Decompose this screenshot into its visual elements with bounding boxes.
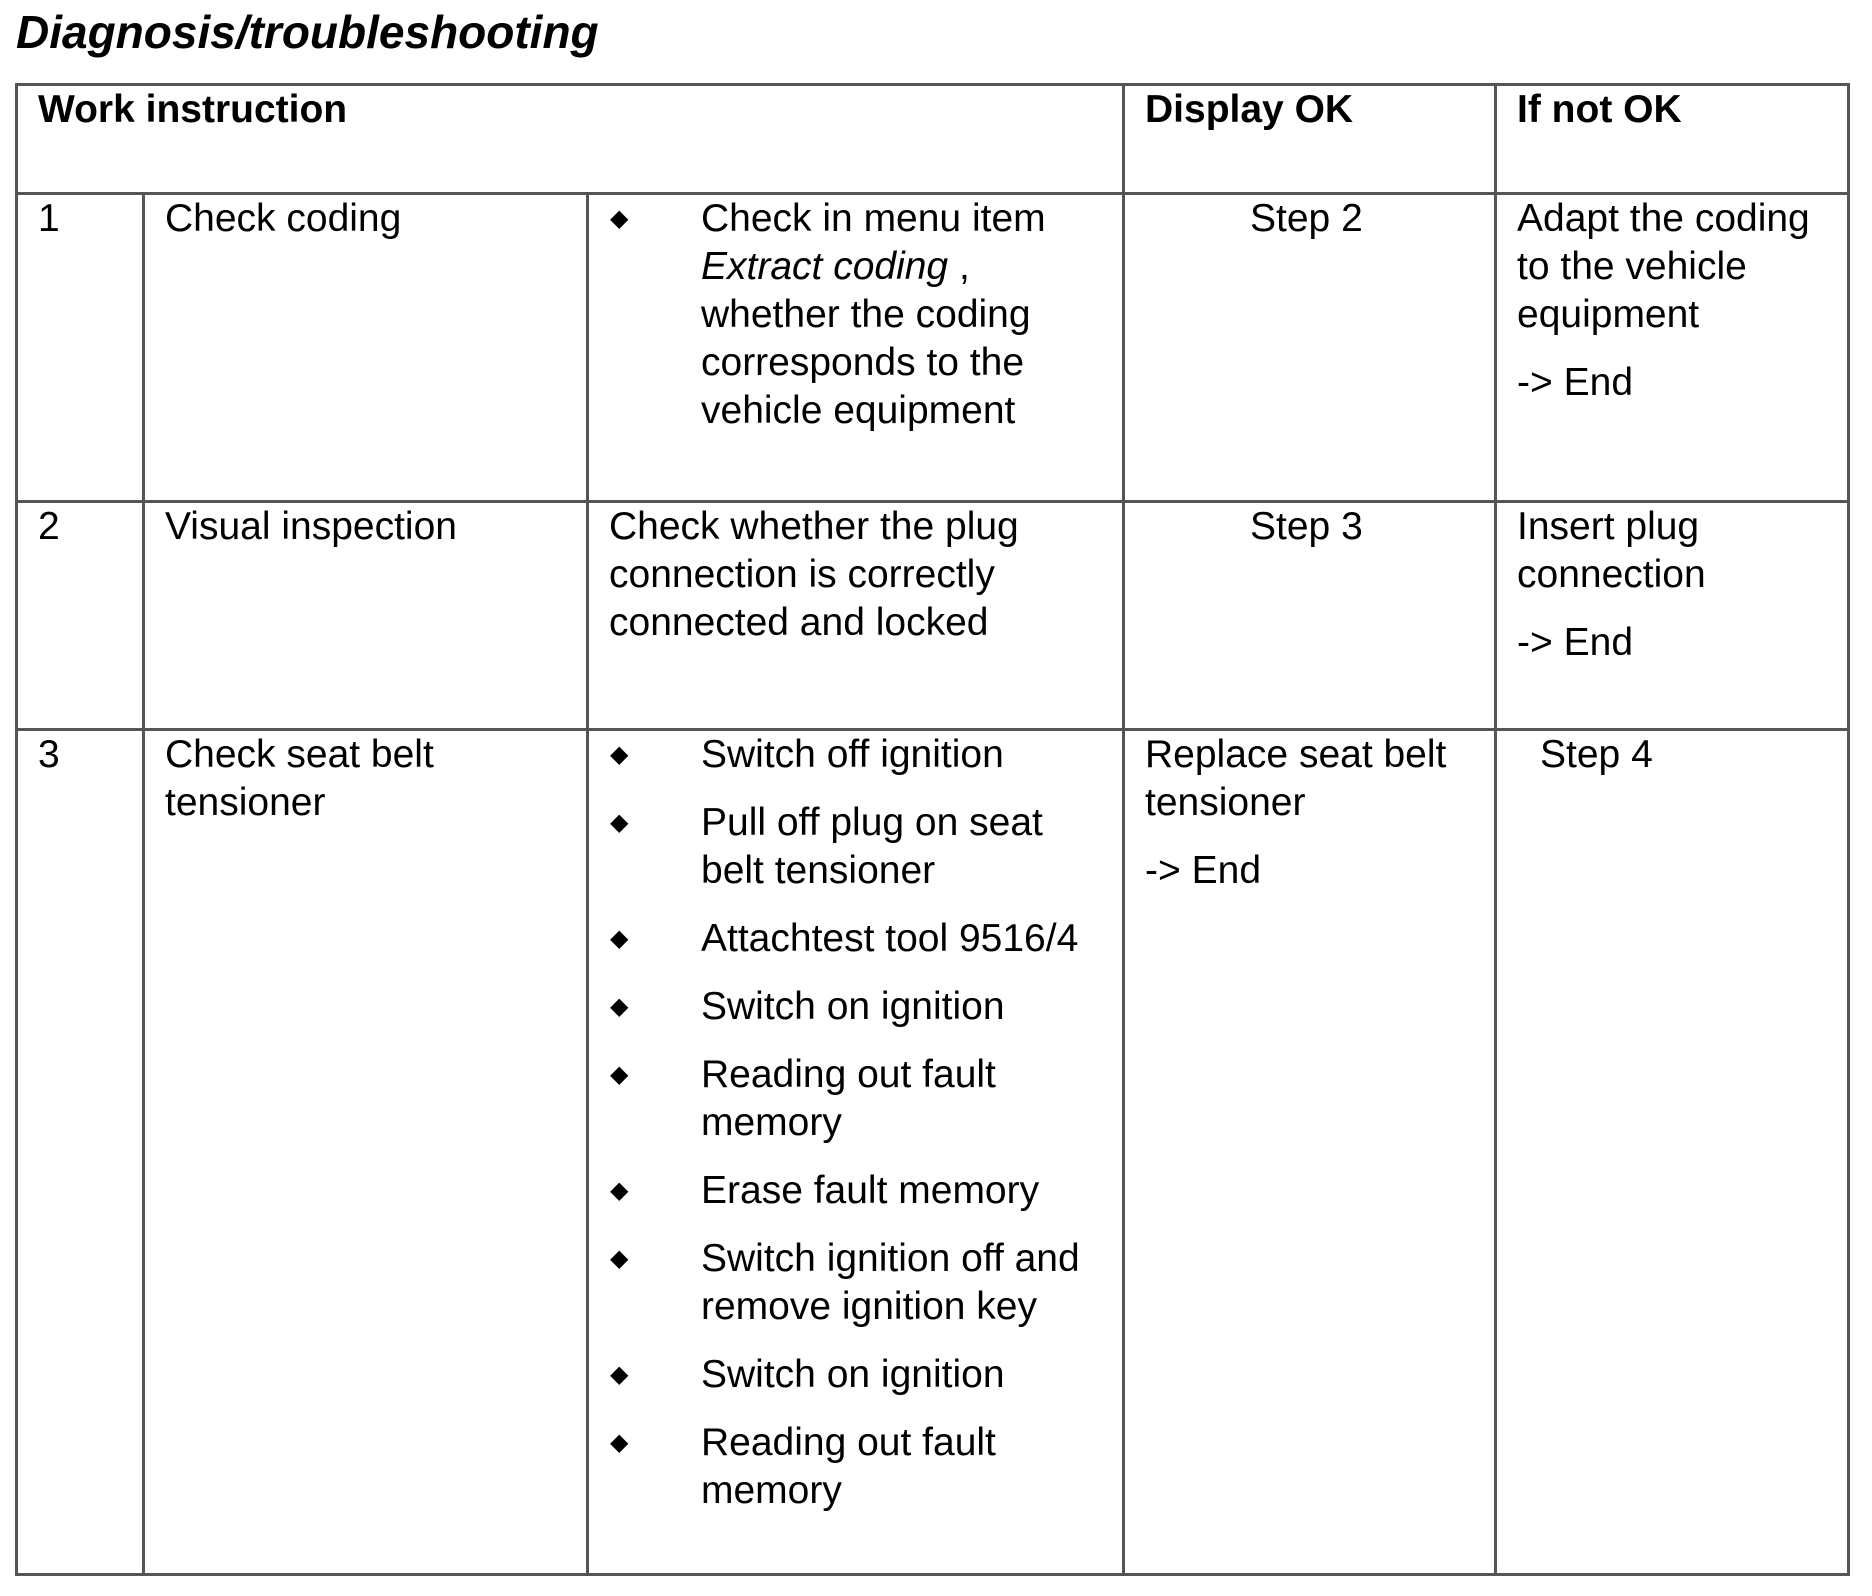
- if-not-ok-cell: Step 4: [1496, 730, 1849, 1575]
- instruction-text: Switch on ignition: [701, 1353, 1005, 1396]
- instruction-text: Switch off ignition: [701, 733, 1004, 776]
- menu-item-reference: Extract coding: [701, 245, 949, 288]
- bullet-diamond-icon: ◆: [610, 1061, 629, 1088]
- list-item: [609, 195, 1110, 435]
- step-instructions: [588, 730, 1124, 1575]
- instruction-text: Switch on ignition: [701, 985, 1005, 1028]
- display-ok-cell: Step 3: [1124, 502, 1496, 730]
- list-item: [609, 983, 1110, 1031]
- instruction-text: Pull off plug on seat belt tensioner: [701, 801, 1043, 892]
- if-not-ok-text: Adapt the coding to the vehicle equipment: [1517, 197, 1810, 336]
- list-item: [609, 1351, 1110, 1399]
- list-item: [609, 731, 1110, 779]
- bullet-diamond-icon: ◆: [610, 993, 629, 1020]
- bullet-diamond-icon: ◆: [610, 205, 629, 232]
- bullet-diamond-icon: ◆: [610, 1245, 629, 1272]
- display-ok-cell: [1124, 730, 1496, 1575]
- step-number: 2: [17, 502, 144, 730]
- step-number: 3: [17, 730, 144, 1575]
- bullet-diamond-icon: ◆: [610, 809, 629, 836]
- instruction-text: Reading out fault memory: [701, 1421, 996, 1512]
- end-indicator: -> End: [1517, 361, 1634, 404]
- instruction-text: Reading out fault memory: [701, 1053, 996, 1144]
- step-number: 1: [17, 194, 144, 502]
- if-not-ok-cell: [1496, 194, 1849, 502]
- instruction-text-prefix: Check in menu item: [701, 197, 1046, 240]
- step-task: Visual inspection: [144, 502, 588, 730]
- header-display-ok: Display OK: [1124, 85, 1496, 194]
- instruction-text-suffix: , whether the coding corresponds to the vehicle equipment: [701, 245, 1031, 432]
- if-not-ok-cell: [1496, 502, 1849, 730]
- table-row: [17, 194, 1849, 502]
- list-item: [609, 1235, 1110, 1331]
- list-item: [609, 1419, 1110, 1515]
- diagnosis-table: [15, 83, 1850, 1576]
- display-ok-text: Replace seat belt tensioner: [1145, 733, 1447, 824]
- table-row: [17, 730, 1849, 1575]
- table-header-row: [17, 85, 1849, 194]
- header-if-not-ok: If not OK: [1496, 85, 1849, 194]
- bullet-diamond-icon: ◆: [610, 925, 629, 952]
- instruction-text: Switch ignition off and remove ignition key: [701, 1237, 1080, 1328]
- list-item: [609, 1051, 1110, 1147]
- table-row: [17, 502, 1849, 730]
- page-title: Diagnosis/troubleshooting: [16, 6, 599, 58]
- end-indicator: -> End: [1517, 621, 1634, 664]
- instruction-text: Erase fault memory: [701, 1169, 1040, 1212]
- list-item: [609, 1167, 1110, 1215]
- header-work-instruction: Work instruction: [17, 85, 1124, 194]
- bullet-diamond-icon: ◆: [610, 1177, 629, 1204]
- bullet-diamond-icon: ◆: [610, 741, 629, 768]
- list-item: [609, 799, 1110, 895]
- step-instructions: Check whether the plug connection is correctly connected and locked: [588, 502, 1124, 730]
- bullet-diamond-icon: ◆: [610, 1429, 629, 1456]
- instruction-list: [609, 731, 1110, 1515]
- step-instructions: [588, 194, 1124, 502]
- instruction-text: Attachtest tool 9516/4: [701, 917, 1079, 960]
- list-item: [609, 915, 1110, 963]
- step-task: Check seat belt tensioner: [144, 730, 588, 1575]
- end-indicator: -> End: [1145, 849, 1262, 892]
- display-ok-cell: Step 2: [1124, 194, 1496, 502]
- if-not-ok-text: Insert plug connection: [1517, 505, 1706, 596]
- bullet-diamond-icon: ◆: [610, 1361, 629, 1388]
- step-task: Check coding: [144, 194, 588, 502]
